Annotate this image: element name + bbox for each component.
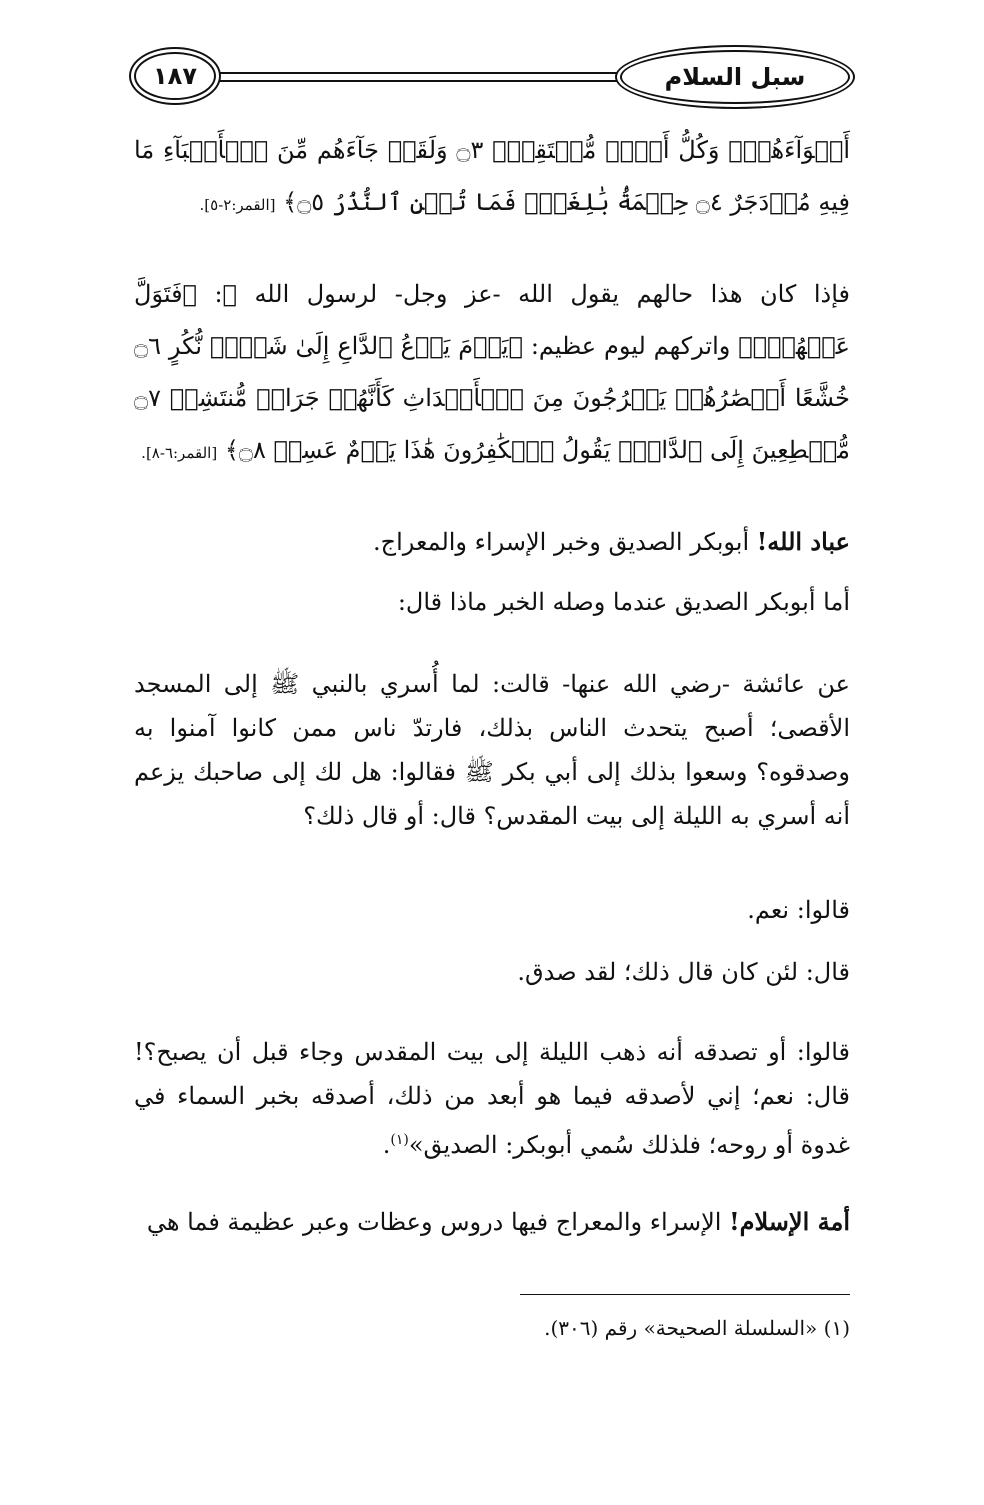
- quran-reference: [القمر:٢-٥].: [199, 196, 276, 214]
- paragraph-4: [134, 580, 850, 624]
- footnote-text: (١) «السلسلة الصحيحة» رقم (٣٠٦).: [544, 1316, 850, 1340]
- paragraph: [134, 1030, 850, 1167]
- paragraph: [134, 580, 850, 624]
- paragraph-lead: عباد الله!: [756, 527, 850, 556]
- paragraph: [134, 662, 850, 838]
- quran-reference: [القمر:٦-٨].: [141, 444, 218, 462]
- paragraph-text: قال: لئن كان قال ذلك؛ لقد صدق.: [517, 958, 850, 986]
- paragraph-3: [134, 520, 850, 564]
- paragraph-end: .: [382, 1131, 391, 1159]
- paragraph-text: فإذا كان هذا حالهم يقول الله -عز وجل- لرسول الله ﷺ: ﴿فَتَوَلَّ عَنۡهُمۡۘ﴾ واتركهم ليوم عظيم: ﴿يَوۡمَ يَدۡعُ ٱلدَّاعِ إِلَىٰ شَيۡءٖ نُّكُرٍ ۝٦ خُشَّعًا أَبۡصَٰرُهُمۡ يَخۡرُجُونَ مِنَ ٱلۡأَجۡدَاثِ كَأَنَّهُمۡ جَرَادٞ مُّنتَشِرٞ ۝٧ مُّهۡطِعِينَ إِلَى ٱلدَّاعِۖ يَقُولُ ٱلۡكَٰفِرُونَ هَٰذَا يَوۡمٌ عَسِرٞ ۝٨﴾: [134, 280, 851, 464]
- paragraph: [134, 950, 850, 994]
- paragraph-5: [134, 662, 850, 838]
- paragraph-6: [134, 888, 850, 932]
- paragraph-text: أما أبوبكر الصديق عندما وصله الخبر ماذا قال:: [397, 588, 850, 616]
- quran-passage-1: [134, 124, 850, 231]
- paragraph-7: [134, 950, 850, 994]
- paragraph: [134, 888, 850, 932]
- paragraph-8: [134, 1030, 850, 1167]
- footnote: [544, 1312, 850, 1344]
- paragraph-text: عن عائشة -رضي الله عنها- قالت: لما أُسري بالنبي ﷺ إلى المسجد الأقصى؛ أصبح يتحدث الناس بذلك، فارتدّ ناس ممن كانوا آمنوا به وصدقوه؟ وسعوا بذلك إلى أبي بكر ﷺ فقالوا: هل لك إلى صاحبك يزعم أنه أسري به الليلة إلى بيت المقدس؟ قال: أو قال ذلك؟: [134, 670, 850, 830]
- running-title-frame: [620, 50, 850, 104]
- footnote-marker: (١): [390, 1132, 409, 1148]
- paragraph: [134, 1200, 850, 1244]
- quran-text: أَهۡوَآءَهُمۡۚ وَكُلُّ أَمۡرٖ مُّسۡتَقِرّٞ ۝٣ وَلَقَدۡ جَآءَهُم مِّنَ ٱلۡأَنۢبَآءِ مَا فِيهِ مُزۡدَجَرٌ ۝٤ حِكۡمَةُۢ بَٰلِغَةٞۖ فَمَا تُغۡنِ ٱلنُّذُرُ ۝٥﴾: [134, 136, 850, 216]
- page-number: ١٨٧: [153, 62, 197, 90]
- running-title: سبل السلام: [664, 63, 806, 91]
- paragraph-text: الإسراء والمعراج فيها دروس وعظات وعبر عظيمة فما هي: [146, 1208, 730, 1236]
- page-number-frame: [134, 52, 216, 100]
- paragraph-9: [134, 1200, 850, 1244]
- paragraph: [134, 520, 850, 564]
- paragraph-text: قالوا: نعم.: [747, 896, 850, 924]
- paragraph-2: [134, 268, 850, 479]
- paragraph: [134, 124, 850, 231]
- page-header: [134, 50, 850, 106]
- paragraph-lead: أمة الإسلام!: [729, 1207, 850, 1236]
- paragraph-text: قالوا: أو تصدقه أنه ذهب الليلة إلى بيت المقدس وجاء قبل أن يصبح؟! قال: نعم؛ إني لأصدقه فيما هو أبعد من ذلك، أصدقه بخبر السماء في غدوة أو روحه؛ فلذلك سُمي أبوبكر: الصديق»: [134, 1038, 850, 1159]
- paragraph: [134, 268, 850, 479]
- footnote-rule: [520, 1294, 850, 1295]
- header-rule: [204, 72, 690, 82]
- paragraph-text: أبوبكر الصديق وخبر الإسراء والمعراج.: [372, 528, 757, 556]
